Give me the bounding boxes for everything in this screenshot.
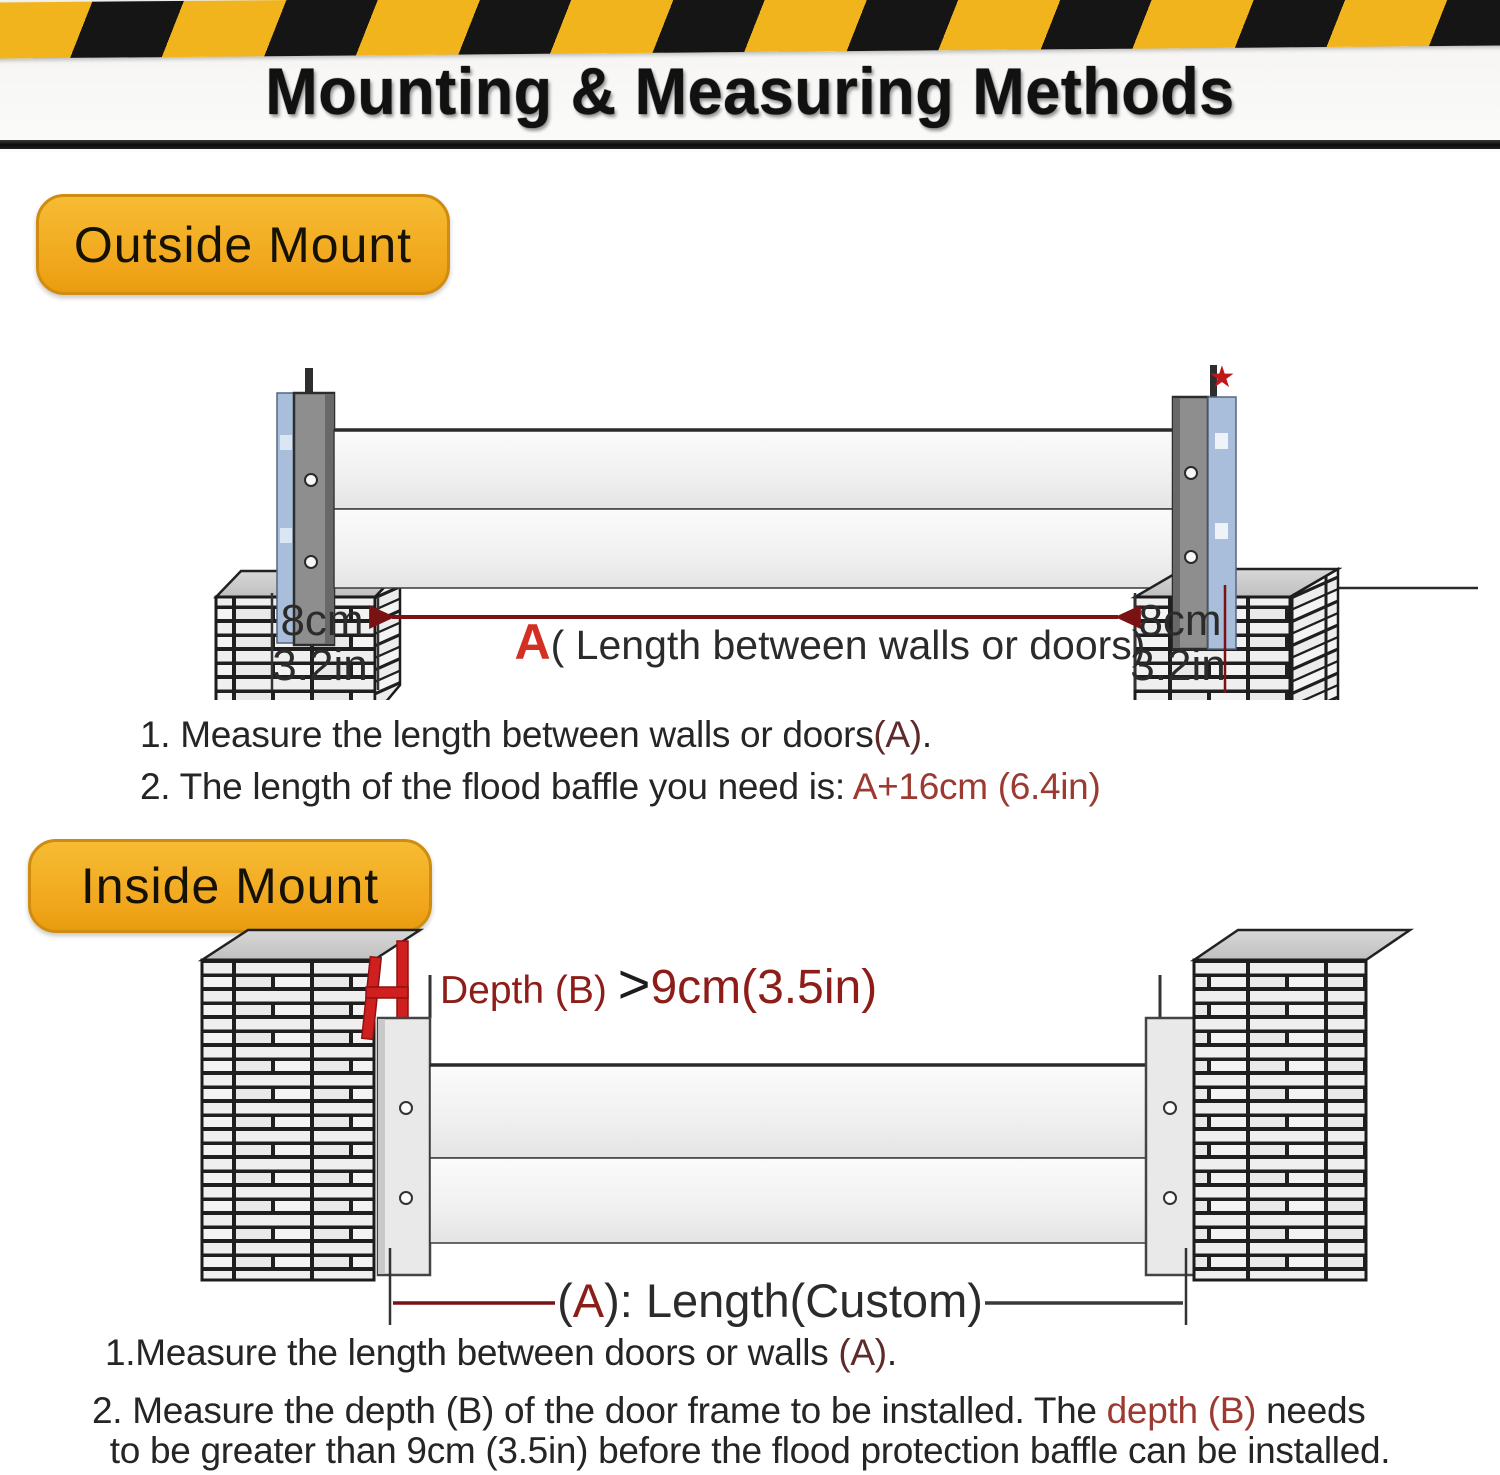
inside-dimension-annotations [390,1248,1186,1327]
bracket-screw-hole [305,556,317,568]
inside-step-2-text: 2. Measure the depth (B) of the door frame to be installed. The [92,1390,1107,1431]
inside-left-channel [378,1018,430,1275]
inside-right-brick-pillar [1194,930,1410,1280]
bracket-screw-hole [305,474,317,486]
length-span-accent: A [514,614,551,670]
outside-step-2 [140,766,1100,808]
depth-label [440,952,877,1015]
inside-step-1 [105,1332,897,1374]
inside-step-1-text: 1.Measure the length between doors or walls [105,1332,839,1373]
dim-right-inch: 3.2in [1130,641,1226,690]
red-star-marker: ★ [1208,361,1236,394]
dim-left-inch: 3.2in [272,641,368,690]
channel-screw-hole [1164,1192,1176,1204]
flood-baffle-boards [334,430,1478,588]
bracket-screw-hole [1185,467,1197,479]
outside-step-1-period: . [921,714,932,755]
outside-mount-badge [36,194,450,295]
inside-right-channel [1146,1018,1194,1275]
inside-flood-baffle-boards [430,1065,1146,1243]
length-open-paren: ( [557,1274,573,1327]
outside-mount-badge-label: Outside Mount [73,216,413,273]
dim-left-cm: 8cm [280,596,364,645]
inside-mount-badge-label: Inside Mount [80,858,380,914]
bracket-screw-hole [1185,551,1197,563]
outside-step-2-accent: A+16cm (6.4in) [852,766,1101,807]
custom-length-label [557,1274,983,1327]
greater-than-sign: > [617,952,651,1015]
inside-step-2-tail: needs [1256,1390,1366,1431]
outside-step-1 [140,714,932,756]
inside-step-2-line2: to be greater than 9cm (3.5in) before the flood protection baffle can be installed. [109,1430,1391,1471]
page-title: Mounting & Measuring Methods [265,55,1235,129]
header-divider [0,140,1500,149]
inside-step-1-accent: (A) [838,1332,887,1373]
header-banner [0,0,1500,152]
length-span-label [515,614,1146,670]
length-rest: ): Length(Custom) [604,1274,983,1327]
depth-label-name: Depth (B) [440,969,618,1012]
channel-screw-hole [400,1102,412,1114]
outside-step-2-text: 2. The length of the flood baffle you need is: [140,766,853,807]
inside-step-1-period: . [886,1332,897,1373]
dim-right-cm: 8cm [1138,596,1222,645]
inside-step-2 [92,1390,1365,1432]
channel-screw-hole [400,1192,412,1204]
length-accent: A [572,1274,605,1327]
inside-step-2-accent: depth (B) [1106,1390,1257,1431]
length-span-rest: ( Length between walls or doors) [550,622,1146,668]
outside-step-1-accent: (A) [873,714,922,755]
outside-mount-diagram [0,285,1500,700]
caution-tape-stripe [0,0,1500,59]
depth-label-value: 9cm(3.5in) [650,961,878,1014]
outside-step-1-text: 1. Measure the length between walls or doors [140,714,874,755]
inside-mount-diagram [0,905,1500,1335]
dimension-annotations [272,585,1226,693]
channel-screw-hole [1164,1102,1176,1114]
